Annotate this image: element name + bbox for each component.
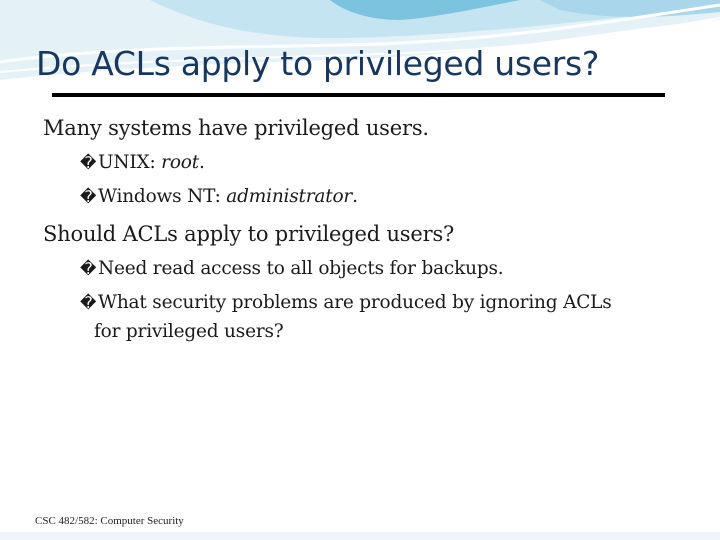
- windows-em: administrator: [226, 186, 353, 207]
- windows-suffix: .: [352, 186, 358, 207]
- slide-title: Do ACLs apply to privileged users?: [36, 44, 600, 83]
- bullet-glyph: �: [80, 259, 97, 278]
- bullet-glyph: �: [80, 187, 97, 206]
- unix-em: root: [161, 152, 199, 173]
- subpoint-security-problems-continuation: for privileged users?: [94, 321, 284, 342]
- slide-footer: CSC 482/582: Computer Security: [35, 515, 184, 527]
- unix-prefix: UNIX:: [98, 152, 162, 173]
- subpoint-windows-nt: [80, 186, 358, 207]
- unix-suffix: .: [198, 152, 205, 173]
- subpoint-backups: [80, 258, 503, 279]
- windows-prefix: Windows NT:: [98, 186, 227, 207]
- subpoint-unix: [80, 152, 205, 173]
- bottom-edge-decoration: [0, 532, 720, 540]
- title-underline: [52, 93, 665, 97]
- point-privileged-users: Many systems have privileged users.: [43, 116, 429, 140]
- bullet-glyph: �: [80, 293, 97, 312]
- backups-text: Need read access to all objects for backups.: [98, 258, 504, 279]
- security-problems-text: What security problems are produced by ignoring ACLs: [98, 292, 612, 313]
- bullet-glyph: �: [80, 153, 97, 172]
- point-should-acls-apply: Should ACLs apply to privileged users?: [43, 222, 455, 246]
- subpoint-security-problems: [80, 292, 612, 313]
